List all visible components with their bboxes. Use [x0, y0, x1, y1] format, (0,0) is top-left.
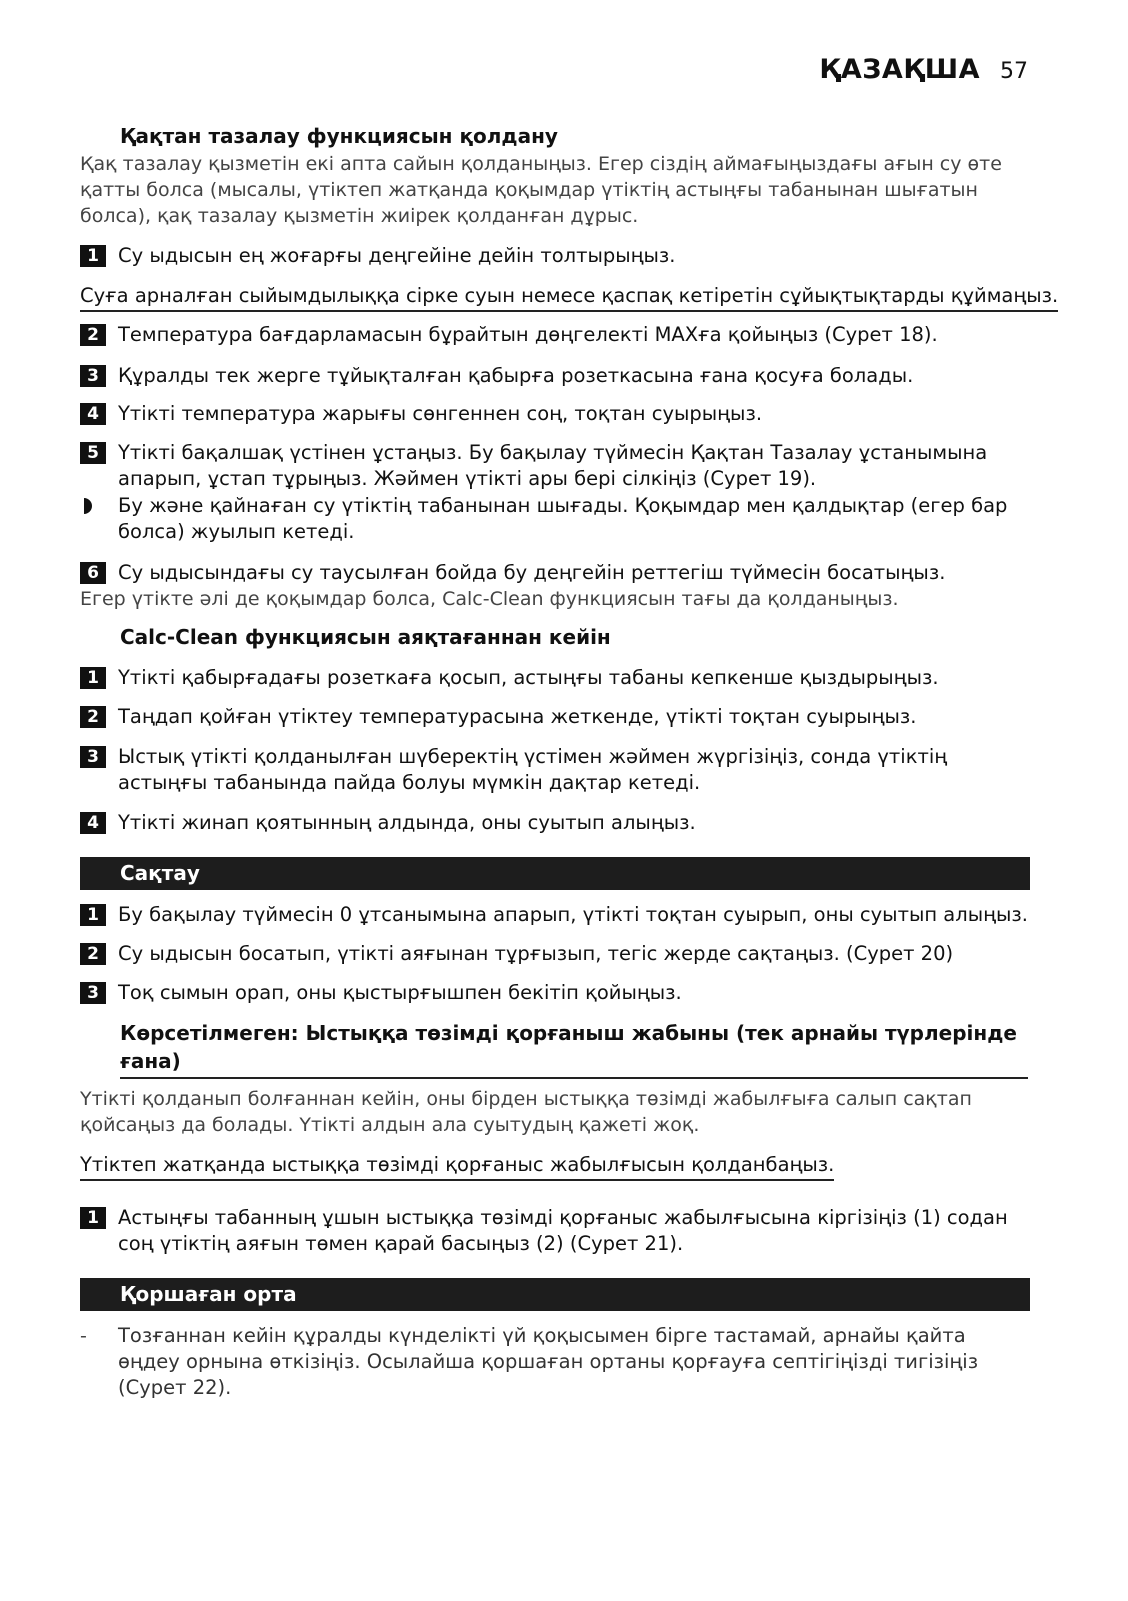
step-text: Үтікті жинап қоятынның алдында, оны суытып алыңыз.	[118, 811, 696, 834]
cover-intro: Үтікті қолданып болғаннан кейін, оны бірден ыстыққа төзімді жабылғыға салып сақтап қойсаңыз да болады. Үтікті алдын ала суытудың қажеті жоқ.	[80, 1088, 972, 1136]
step-text: Бу бақылау түймесін 0 ұтсанымына апарып, үтікті тоқтан суырып, оны суытып алыңыз.	[118, 903, 1028, 926]
step-text: Құралды тек жерге тұйықталған қабырға розеткасына ғана қосуға болады.	[118, 364, 914, 387]
step-number: 4	[80, 812, 106, 834]
bullet-text: Бу және қайнаған су үтіктің табанынан шығады. Қоқымдар мен қалдықтар (егер бар болса) жуылып кетеді.	[118, 494, 1008, 543]
cover-step-1	[80, 1205, 1030, 1257]
step-text: Температура бағдарламасын бұрайтын дөңгелекті MAXға қойыңыз (Сурет 18).	[118, 323, 938, 346]
after-calc-step-1	[80, 665, 1030, 691]
result-bullet	[80, 493, 1030, 545]
step-text: Үтікті температура жарығы сөнгеннен соң, тоқтан суырыңыз.	[118, 402, 763, 425]
step-number: 1	[80, 667, 106, 689]
step-text: Су ыдысын босатып, үтікті аяғынан тұрғызып, тегіс жерде сақтаңыз. (Сурет 20)	[118, 942, 954, 965]
dash-marker: -	[80, 1325, 87, 1347]
calc-clean-heading: Қақтан тазалау функциясын қолдану	[120, 124, 558, 148]
step-text: Астыңғы табанның ұшын ыстыққа төзімді қорғаныс жабылғысына кіргізіңіз (1) содан соң үтіктің аяғын төмен қарай басыңыз (2) (Сурет 21).	[118, 1206, 1008, 1255]
step-number: 3	[80, 982, 106, 1004]
after-calc-step-4	[80, 810, 1030, 836]
vinegar-warning: Суға арналған сыйымдылыққа сірке суын немесе қаспақ кетіретін сұйықтықтарды құймаңыз.	[80, 283, 1058, 312]
after-calc-step-2	[80, 704, 1030, 730]
step-text: Таңдап қойған үтіктеу температурасына жеткенде, үтікті тоқтан суырыңыз.	[118, 705, 917, 728]
cover-warning: Үтіктеп жатқанда ыстыққа төзімді қорғаныс жабылғысын қолданбаңыз.	[80, 1152, 834, 1181]
page-number: 57	[1000, 59, 1028, 84]
step-text: Су ыдысын ең жоғарғы деңгейіне дейін толтырыңыз.	[118, 244, 676, 267]
calc-clean-step-1	[80, 243, 1030, 269]
step-number: 6	[80, 562, 106, 584]
step-text: Ыстық үтікті қолданылған шүберектің үстімен жәймен жүргізіңіз, сонда үтіктің астыңғы табанында пайда болуы мүмкін дақтар кетеді.	[118, 745, 948, 794]
storage-step-1	[80, 902, 1030, 928]
step-number: 2	[80, 706, 106, 728]
step-text: Үтікті бақалшақ үстінен ұстаңыз. Бу бақылау түймесін Қақтан Тазалау ұстанымына апарып, ұстап тұрыңыз. Жәймен үтікті ары бері сілкіңіз (Сурет 19).	[118, 441, 988, 490]
environment-item	[80, 1323, 1030, 1401]
calc-clean-step-2	[80, 322, 1030, 348]
step-number: 2	[80, 943, 106, 965]
step-text: Үтікті қабырғадағы розеткаға қосып, астыңғы табаны кепкенше қыздырыңыз.	[118, 666, 939, 689]
cover-heading: Көрсетілмеген: Ыстыққа төзімді қорғаныш жабыны (тек арнайы түрлерінде ғана)	[120, 1019, 1028, 1079]
step-number: 5	[80, 442, 106, 464]
environment-text: Тозғаннан кейін құралды күнделікті үй қоқысымен бірге тастамай, арнайы қайта өңдеу орнына өткізіңіз. Осылайша қоршаған ортаны қорғауға септігіңізді тигізіңіз (Сурет 22).	[118, 1324, 979, 1399]
step-number: 3	[80, 365, 106, 387]
after-calc-heading: Calc-Clean функциясын аяқтағаннан кейін	[120, 625, 611, 649]
storage-step-2	[80, 941, 1030, 967]
storage-section-bar: Сақтау	[80, 857, 1030, 890]
calc-clean-note: Егер үтікте әлі де қоқымдар болса, Calc-Clean функциясын тағы да қолданыңыз.	[80, 588, 899, 610]
calc-clean-step-5	[80, 440, 1030, 492]
environment-section-bar: Қоршаған орта	[80, 1278, 1030, 1311]
calc-clean-intro: Қақ тазалау қызметін екі апта сайын қолданыңыз. Егер сіздің аймағыңыздағы ағын су өте қатты болса (мысалы, үтіктеп жатқанда қоқымдар үтіктің астыңғы табанынан шығатын болса), қақ тазалау қызметін жиірек қолданған дұрыс.	[80, 153, 1002, 227]
after-calc-step-3	[80, 744, 1030, 796]
step-number: 1	[80, 904, 106, 926]
step-text: Су ыдысындағы су таусылған бойда бу деңгейін реттегіш түймесін босатыңыз.	[118, 561, 946, 584]
step-number: 4	[80, 403, 106, 425]
calc-clean-step-6	[80, 560, 1030, 586]
step-number: 1	[80, 245, 106, 267]
storage-step-3	[80, 980, 1030, 1006]
step-text: Тоқ сымын орап, оны қыстырғышпен бекітіп қойыңыз.	[118, 981, 682, 1004]
calc-clean-step-4	[80, 401, 1030, 427]
step-number: 3	[80, 746, 106, 768]
step-number: 2	[80, 324, 106, 346]
bullet-icon	[80, 493, 118, 545]
step-number: 1	[80, 1207, 106, 1229]
language-label: ҚАЗАҚША	[819, 54, 980, 85]
calc-clean-step-3	[80, 363, 1030, 389]
page-header	[819, 54, 1028, 85]
